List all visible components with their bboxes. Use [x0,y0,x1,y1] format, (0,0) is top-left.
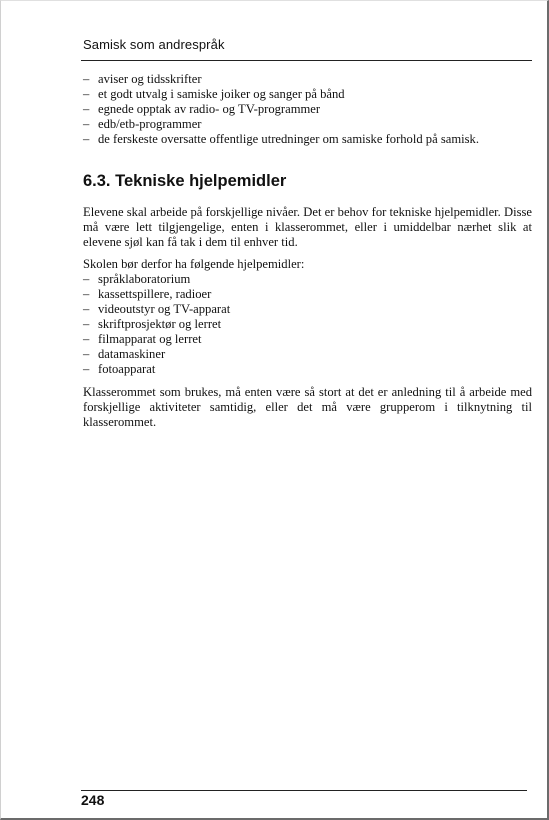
list-item: – kassettspillere, radioer [83,287,532,302]
list-item: – egnede opptak av radio- og TV-programmer [83,102,532,117]
paragraph-equipment-intro: Skolen bør derfor ha følgende hjelpemidler: [83,257,305,271]
resource-list [83,72,532,147]
section-heading: 6.3. Tekniske hjelpemidler [83,172,287,190]
list-item: – de ferskeste oversatte offentlige utredninger om samiske forhold på samisk. [83,132,532,147]
page-number: 248 [81,792,105,808]
paragraph-classroom: Klasserommet som brukes, må enten være så stort at det er anledning til å arbeide med forskjellige aktiviteter samtidig, eller det må være grupperom i tilknytning til klasserommet. [83,385,532,429]
list-item: – filmapparat og lerret [83,332,532,347]
list-item: – språklaboratorium [83,272,532,287]
paragraph-needs: Elevene skal arbeide på forskjellige nivåer. Det er behov for tekniske hjelpemidler. Disse må være lett tilgjengelige, enten i klasserommet, eller i umiddelbar nærhet slik at elevene sjøl kan få tak i dem til enhver tid. [83,205,532,249]
list-item: – fotoapparat [83,362,532,377]
running-header: Samisk som andrespråk [83,37,225,52]
list-item: – aviser og tidsskrifter [83,72,532,87]
list-item: – skriftprosjektør og lerret [83,317,532,332]
equipment-list [83,272,532,377]
list-item: – videoutstyr og TV-apparat [83,302,532,317]
footer-rule [81,790,527,791]
header-rule [81,60,532,61]
list-item: – edb/etb-programmer [83,117,532,132]
list-item: – et godt utvalg i samiske joiker og sanger på bånd [83,87,532,102]
list-item: – datamaskiner [83,347,532,362]
